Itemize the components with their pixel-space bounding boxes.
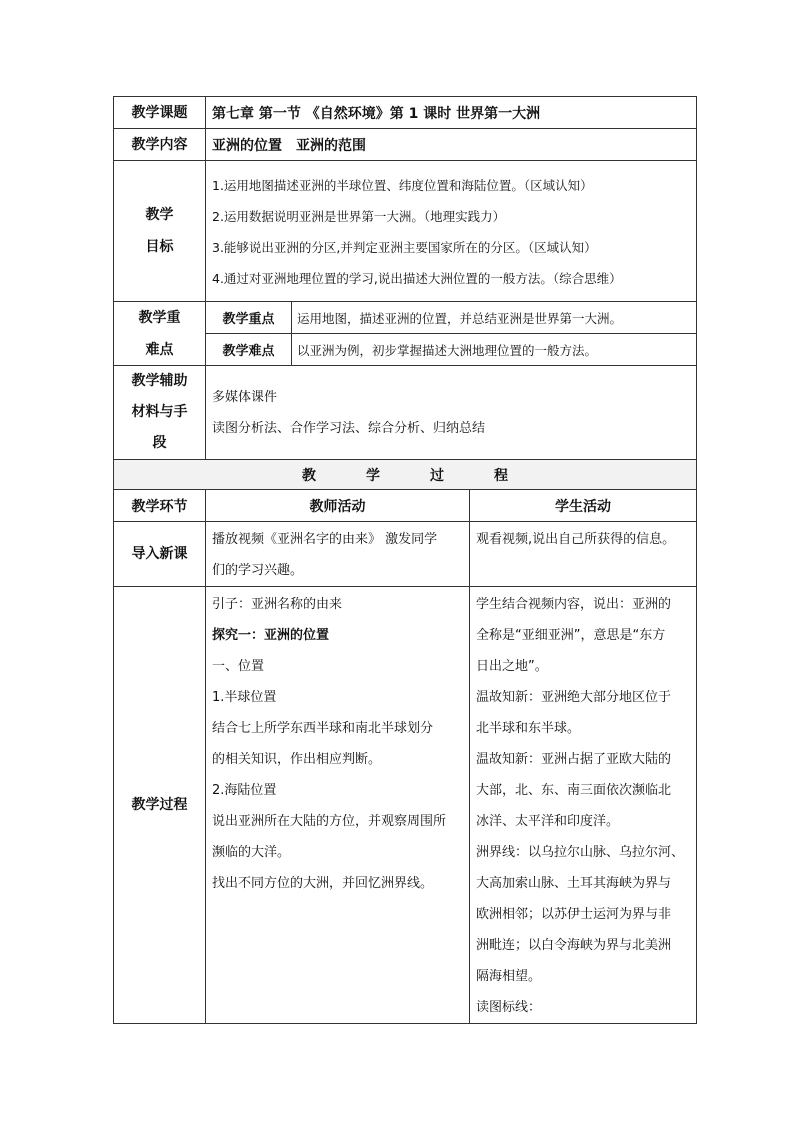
col-header-stage: 教学环节 [114, 490, 206, 522]
intro-teacher [206, 522, 470, 587]
content-row [114, 129, 697, 161]
materials-label [114, 366, 206, 460]
keypoints-label-line2: 难点 [145, 341, 174, 358]
student-line-1: 学生结合视频内容，说出：亚洲的 [476, 597, 672, 612]
student-line-5: 北半球和东半球。 [476, 721, 581, 736]
student-line-9: 洲界线：以乌拉尔山脉、乌拉尔河、 [476, 845, 685, 860]
objectives-row [114, 161, 697, 302]
col-header-teacher: 教师活动 [206, 490, 470, 522]
objective-item-4: 4.通过对亚洲地理位置的学习,说出描述大洲位置的一般方法。（综合思维） [212, 271, 622, 286]
teacher-line-1: 引子：亚洲名称的由来 [212, 597, 343, 612]
student-line-10: 大高加索山脉、土耳其海峡为界与 [476, 876, 672, 891]
col-header-student: 学生活动 [470, 490, 697, 522]
content-value: 亚洲的位置 亚洲的范围 [206, 129, 697, 161]
student-line-2: 全称是“亚细亚洲”，意思是“东方 [476, 628, 666, 643]
topic-row [114, 97, 697, 129]
teacher-line-8: 说出亚洲所在大陆的方位，并观察周围所 [212, 814, 447, 829]
materials-line-2: 读图分析法、合作学习法、综合分析、归纳总结 [212, 420, 486, 436]
objectives-label [114, 161, 206, 302]
student-line-11: 欧洲相邻；以苏伊士运河为界与非 [476, 907, 672, 922]
materials-value [206, 366, 697, 460]
intro-student [470, 522, 697, 587]
intro-row [114, 522, 697, 587]
teacher-line-2: 探究一：亚洲的位置 [212, 628, 330, 643]
teacher-line-6: 的相关知识，作出相应判断。 [212, 752, 382, 767]
student-line-4: 温故知新：亚洲绝大部分地区位于 [476, 690, 672, 705]
materials-line-1: 多媒体课件 [212, 389, 278, 405]
lesson-plan-table [113, 96, 697, 1024]
keypoints-label-line1: 教学重 [138, 309, 181, 326]
topic-label: 教学课题 [114, 97, 206, 129]
teacher-line-4: 1.半球位置 [212, 690, 277, 705]
student-line-8: 冰洋、太平洋和印度洋。 [476, 814, 620, 829]
teacher-line-3: 一、位置 [212, 659, 265, 674]
student-line-3: 日出之地”。 [476, 659, 548, 674]
student-line-6: 温故知新：亚洲占据了亚欧大陆的 [476, 752, 672, 767]
focus-label: 教学重点 [206, 302, 292, 334]
intro-teacher-line2: 们的学习兴趣。 [212, 563, 304, 578]
content-label: 教学内容 [114, 129, 206, 161]
teacher-line-10: 找出不同方位的大洲，并回忆洲界线。 [212, 876, 434, 891]
keypoints-label [114, 302, 206, 366]
teacher-line-9: 濒临的大洋。 [212, 845, 291, 860]
teacher-line-5: 结合七上所学东西半球和南北半球划分 [212, 721, 434, 736]
materials-label-line1: 教学辅助 [131, 373, 188, 389]
materials-row [114, 366, 697, 460]
difficulty-value: 以亚洲为例，初步掌握描述大洲地理位置的一般方法。 [292, 334, 697, 366]
topic-value: 第七章 第一节 《自然环境》第 1 课时 世界第一大洲 [206, 97, 697, 129]
student-line-12: 洲毗连；以白令海峡为界与北美洲 [476, 938, 672, 953]
objective-item-1: 1.运用地图描述亚洲的半球位置、纬度位置和海陆位置。（区域认知） [212, 178, 593, 193]
objectives-label-line2: 目标 [145, 239, 174, 255]
teacher-line-7: 2.海陆位置 [212, 783, 277, 798]
student-line-13: 隔海相望。 [476, 969, 542, 984]
main-stage: 教学过程 [114, 587, 206, 1024]
intro-student-line: 观看视频,说出自己所获得的信息。 [476, 532, 676, 547]
materials-label-line2: 材料与手 [131, 404, 188, 420]
objectives-label-line1: 教学 [145, 207, 174, 223]
focus-row [114, 302, 697, 334]
objectives-list [206, 161, 697, 302]
process-column-header-row [114, 490, 697, 522]
intro-teacher-line1: 播放视频《亚洲名字的由来》 激发同学 [212, 532, 438, 547]
student-line-7: 大部，北、东、南三面依次濒临北 [476, 783, 672, 798]
difficulty-label: 教学难点 [206, 334, 292, 366]
intro-stage: 导入新课 [114, 522, 206, 587]
main-process-row [114, 587, 697, 1024]
materials-label-line3: 段 [152, 435, 167, 451]
main-teacher [206, 587, 470, 1024]
student-line-14: 读图标线： [476, 1000, 542, 1015]
process-heading-row [114, 460, 697, 490]
objective-item-2: 2.运用数据说明亚洲是世界第一大洲。（地理实践力） [212, 209, 506, 224]
objective-item-3: 3.能够说出亚洲的分区,并判定亚洲主要国家所在的分区。（区域认知） [212, 240, 597, 255]
process-heading: 教学过程 [114, 460, 697, 490]
focus-value: 运用地图，描述亚洲的位置，并总结亚洲是世界第一大洲。 [292, 302, 697, 334]
main-student [470, 587, 697, 1024]
